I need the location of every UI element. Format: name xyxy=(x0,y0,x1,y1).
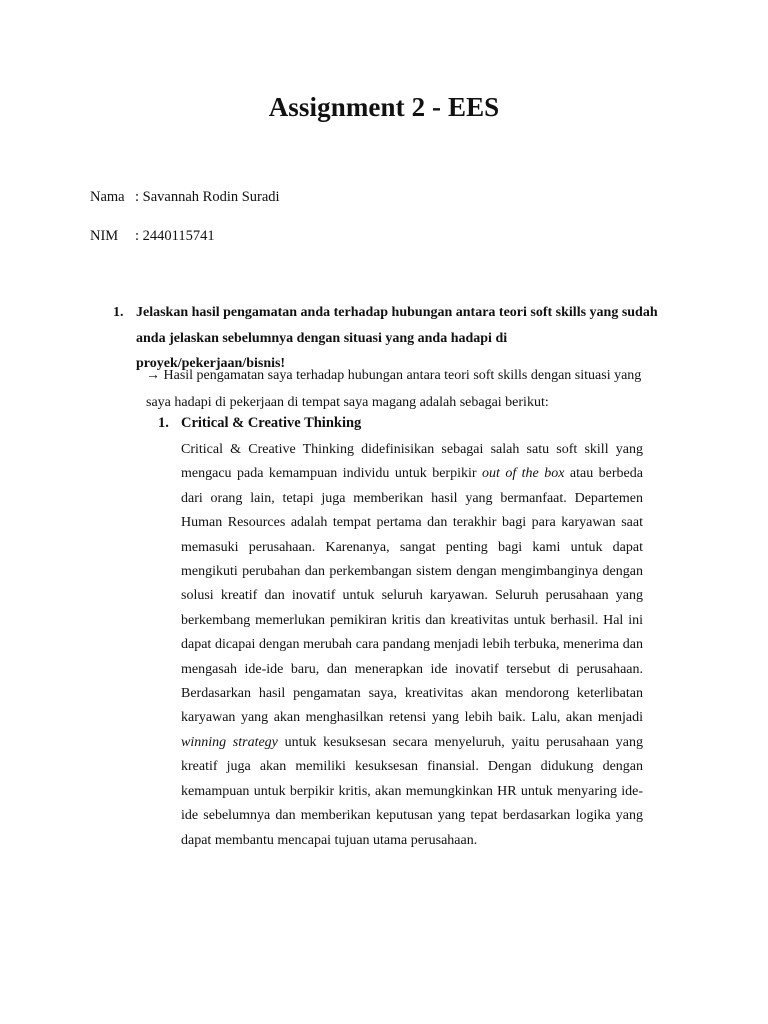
question-number: 1. xyxy=(113,305,124,320)
nim-field xyxy=(90,228,215,245)
paragraph-text-2: atau berbeda dari orang lain, tetapi juga memberikan hasil yang bermanfaat. Departemen Human Resources adalah tempat pertama dan terakhir bagi para karyawan saat memasuki perusahaan. Karenanya, sangat penting bagi kami untuk dapat mengikuti perubahan dan perkembangan sistem dengan mengimbanginya dengan solusi kreatif dan inovatif untuk seluruh karyawan. Seluruh perusahaan yang berkembang memerlukan pemikiran kritis dan kreativitas untuk berhasil. Hal ini dapat dicapai dengan merubah cara pandang menjadi lebih terbuka, menerima dan mengasah ide-ide baru, dan menerapkan ide inovatif tersebut di perusahaan. Berdasarkan hasil pengamatan saya, kreativitas akan mendorong keterlibatan karyawan yang akan menghasilkan retensi yang lebih baik. Lalu, akan menjadi xyxy=(181,466,643,726)
subsection-heading xyxy=(158,415,361,432)
subsection-paragraph xyxy=(181,438,643,853)
paragraph-emphasis-2: winning strategy xyxy=(181,734,278,750)
question-text: Jelaskan hasil pengamatan anda terhadap hubungan antara teori soft skills yang sudah anda jelaskan sebelumnya dengan situasi yang anda hadapi di proyek/pekerjaan/bisnis! xyxy=(136,305,658,371)
name-label: Nama xyxy=(90,189,125,205)
nim-label: NIM xyxy=(90,228,119,244)
paragraph-text-3: untuk kesuksesan secara menyeluruh, yaitu perusahaan yang kreatif juga akan memiliki kesuksesan finansial. Dengan didukung dengan kemampuan untuk berpikir kritis, akan memungkinkan HR untuk menyaring ide-ide sebelumnya dan memberikan keputusan yang tepat berdasarkan logika yang dapat membantu mencapai tujuan utama perusahaan. xyxy=(181,734,643,848)
document-title: Assignment 2 - EES xyxy=(268,92,500,122)
name-value: : Savannah Rodin Suradi xyxy=(135,189,280,205)
nim-value: : 2440115741 xyxy=(135,228,215,244)
name-field xyxy=(90,189,280,206)
answer-intro: → Hasil pengamatan saya terhadap hubungan antara teori soft skills dengan situasi yang saya hadapi di pekerjaan di tempat saya magang adalah sebagai berikut: xyxy=(146,368,642,410)
paragraph-emphasis-1: out of the box xyxy=(481,466,565,482)
paragraph-text-1: Critical & Creative Thinking didefinisikan sebagai salah satu soft skill yang mengacu pada kemampuan individu untuk berpikir xyxy=(181,442,643,482)
subsection-title: Critical & Creative Thinking xyxy=(181,415,362,431)
subsection-number: 1. xyxy=(158,415,169,431)
